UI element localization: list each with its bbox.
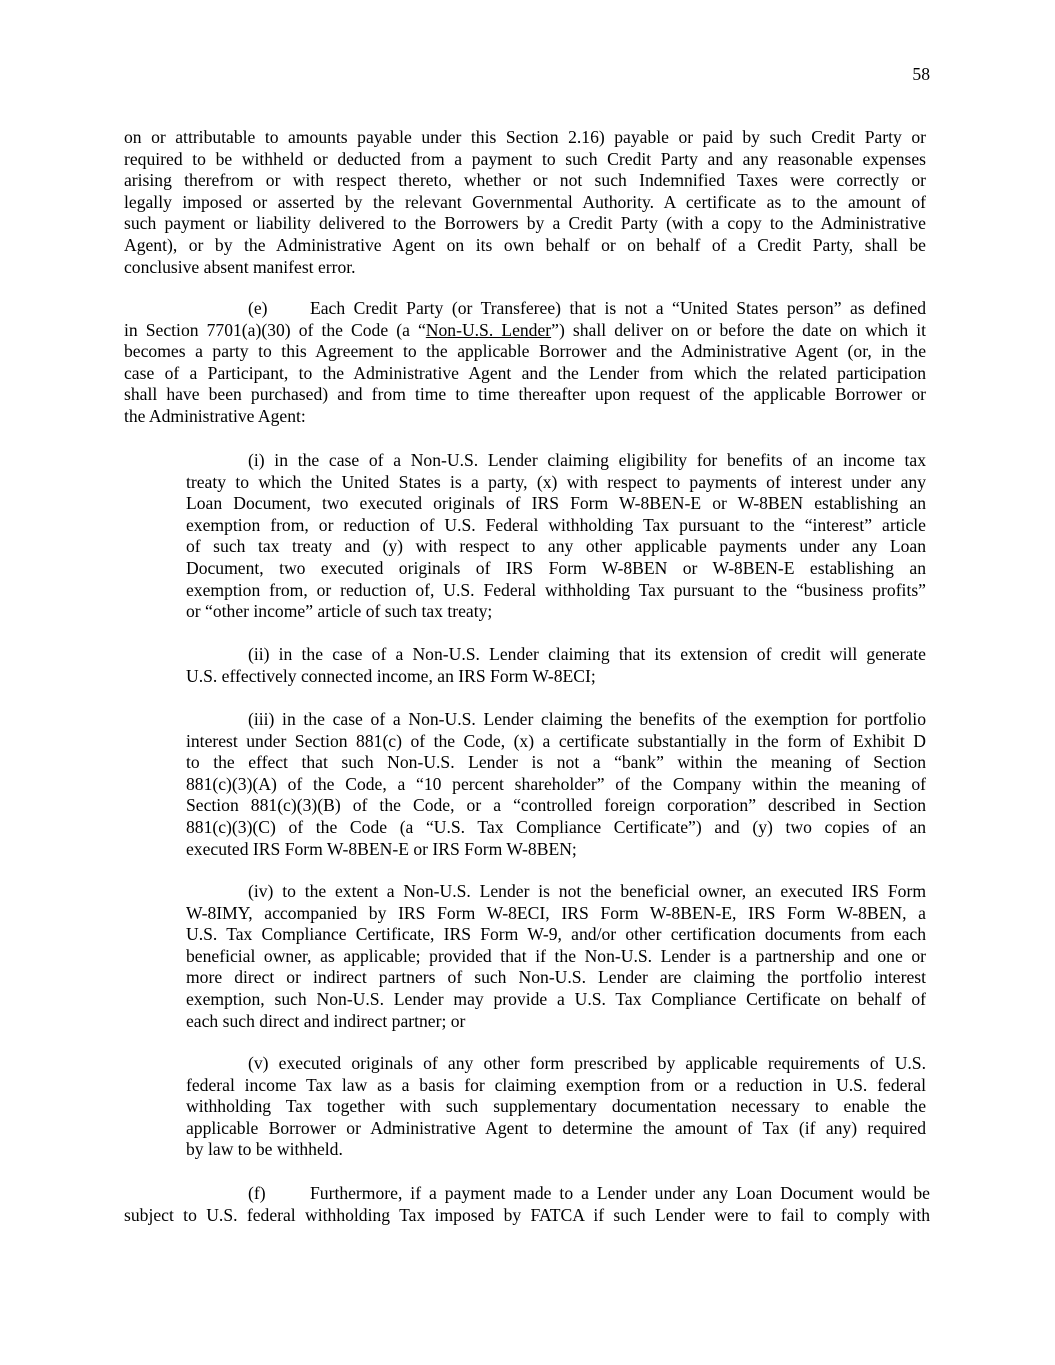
text-line: (i) in the case of a Non-U.S. Lender claiming eligibility for benefits of an income tax xyxy=(248,450,926,470)
text-line: exemption, such Non-U.S. Lender may provide a U.S. Tax Compliance Certificate on behalf of xyxy=(186,988,926,1009)
text-line: by law to be withheld. xyxy=(186,1139,343,1160)
clause-f-first-line: Furthermore, if a payment made to a Lender under any Loan Document would be xyxy=(310,1183,930,1203)
text-line: required to be withheld or deducted from a payment to such Credit Party and any reasonable expenses xyxy=(124,148,926,169)
page-number: 58 xyxy=(912,64,930,84)
text-line: applicable Borrower or Administrative Agent to determine the amount of Tax (if any) required xyxy=(186,1117,926,1138)
text-line: subject to U.S. federal withholding Tax imposed by FATCA if such Lender were to fail to comply with xyxy=(124,1204,930,1225)
paragraph-f xyxy=(124,1183,930,1226)
clause-e-first-line: Each Credit Party (or Transferee) that is not a “United States person” as defined xyxy=(310,298,926,318)
text-line: such payment or liability delivered to the Borrowers by a Credit Party (with a copy to the Administrative xyxy=(124,213,926,234)
text-line: more direct or indirect partners of such Non-U.S. Lender are claiming the portfolio interest xyxy=(186,967,926,988)
text-line: Loan Document, two executed originals of IRS Form W-8BEN-E or W-8BEN establishing an xyxy=(186,493,926,514)
paragraph-continuation xyxy=(124,127,926,278)
text-line: 881(c)(3)(C) of the Code (a “U.S. Tax Compliance Certificate”) and (y) two copies of an xyxy=(186,816,926,837)
text-line: U.S. Tax Compliance Certificate, IRS Form W-9, and/or other certification documents from each xyxy=(186,924,926,945)
text-line: 881(c)(3)(A) of the Code, a “10 percent shareholder” of the Company within the meaning of xyxy=(186,773,926,794)
text-line: legally imposed or asserted by the relevant Governmental Authority. A certificate as to the amount of xyxy=(124,191,926,212)
subclause-ii xyxy=(186,644,926,687)
text-line: the Administrative Agent: xyxy=(124,405,306,426)
text-line: case of a Participant, to the Administrative Agent and the Lender from which the related participation xyxy=(124,362,926,383)
subclause-iv xyxy=(186,881,926,1032)
text-line: conclusive absent manifest error. xyxy=(124,256,356,277)
text-line: shall have been purchased) and from time to time thereafter upon request of the applicable Borrower or xyxy=(124,384,926,405)
text-line: becomes a party to this Agreement to the applicable Borrower and the Administrative Agent (or, in the xyxy=(124,341,926,362)
text-line: each such direct and indirect partner; or xyxy=(186,1010,466,1031)
text-line: or “other income” article of such tax treaty; xyxy=(186,601,493,622)
text-line xyxy=(124,320,926,342)
text-line: beneficial owner, as applicable; provided that if the Non-U.S. Lender is a partnership and one or xyxy=(186,945,926,966)
text-line xyxy=(124,298,926,320)
text-line: Section 881(c)(3)(B) of the Code, or a “controlled foreign corporation” described in Section xyxy=(186,795,926,816)
text-line: (v) executed originals of any other form prescribed by applicable requirements of U.S. xyxy=(248,1053,926,1073)
text-line: (iii) in the case of a Non-U.S. Lender claiming the benefits of the exemption for portfolio xyxy=(248,709,926,729)
text-line: federal income Tax law as a basis for claiming exemption from or a reduction in U.S. federal xyxy=(186,1074,926,1095)
subclause-iii xyxy=(186,709,926,860)
paragraph-e xyxy=(124,298,926,428)
text-line: U.S. effectively connected income, an IRS Form W-8ECI; xyxy=(186,665,596,686)
clause-label-f: (f) xyxy=(248,1183,266,1203)
text-line: executed IRS Form W-8BEN-E or IRS Form W-8BEN; xyxy=(186,838,577,859)
text-line: arising therefrom or with respect thereto, whether or not such Indemnified Taxes were correctly or xyxy=(124,170,926,191)
clause-e-text: ”) shall deliver on or before the date on which it xyxy=(551,319,926,340)
defined-term: Non-U.S. Lender xyxy=(425,319,552,340)
text-line xyxy=(124,1183,930,1205)
text-line: withholding Tax together with such supplementary documentation necessary to enable the xyxy=(186,1096,926,1117)
clause-label-e: (e) xyxy=(248,298,268,318)
text-line: interest under Section 881(c) of the Code, (x) a certificate substantially in the form of Exhibit D xyxy=(186,730,926,751)
text-line: treaty to which the United States is a party, (x) with respect to payments of interest under any xyxy=(186,471,926,492)
clause-e-text: in Section 7701(a)(30) of the Code (a “ xyxy=(124,319,426,340)
text-line: on or attributable to amounts payable under this Section 2.16) payable or paid by such Credit Party or xyxy=(124,127,926,147)
text-line: Document, two executed originals of IRS Form W-8BEN or W-8BEN-E establishing an xyxy=(186,557,926,578)
subclause-i xyxy=(186,450,926,623)
text-line: of such tax treaty and (y) with respect to any other applicable payments under any Loan xyxy=(186,536,926,557)
text-line: (iv) to the extent a Non-U.S. Lender is not the beneficial owner, an executed IRS Form xyxy=(248,881,926,901)
text-line: exemption from, or reduction of U.S. Federal withholding Tax pursuant to the “interest” article xyxy=(186,514,926,535)
text-line: W-8IMY, accompanied by IRS Form W-8ECI, IRS Form W-8BEN-E, IRS Form W-8BEN, a xyxy=(186,902,926,923)
text-line: Agent), or by the Administrative Agent on its own behalf or on behalf of a Credit Party, shall be xyxy=(124,234,926,255)
subclause-v xyxy=(186,1053,926,1161)
text-line: (ii) in the case of a Non-U.S. Lender claiming that its extension of credit will generate xyxy=(248,644,926,664)
text-line: to the effect that such Non-U.S. Lender is not a “bank” within the meaning of Section xyxy=(186,752,926,773)
text-line: exemption from, or reduction of, U.S. Federal withholding Tax pursuant to the “business profits” xyxy=(186,579,926,600)
